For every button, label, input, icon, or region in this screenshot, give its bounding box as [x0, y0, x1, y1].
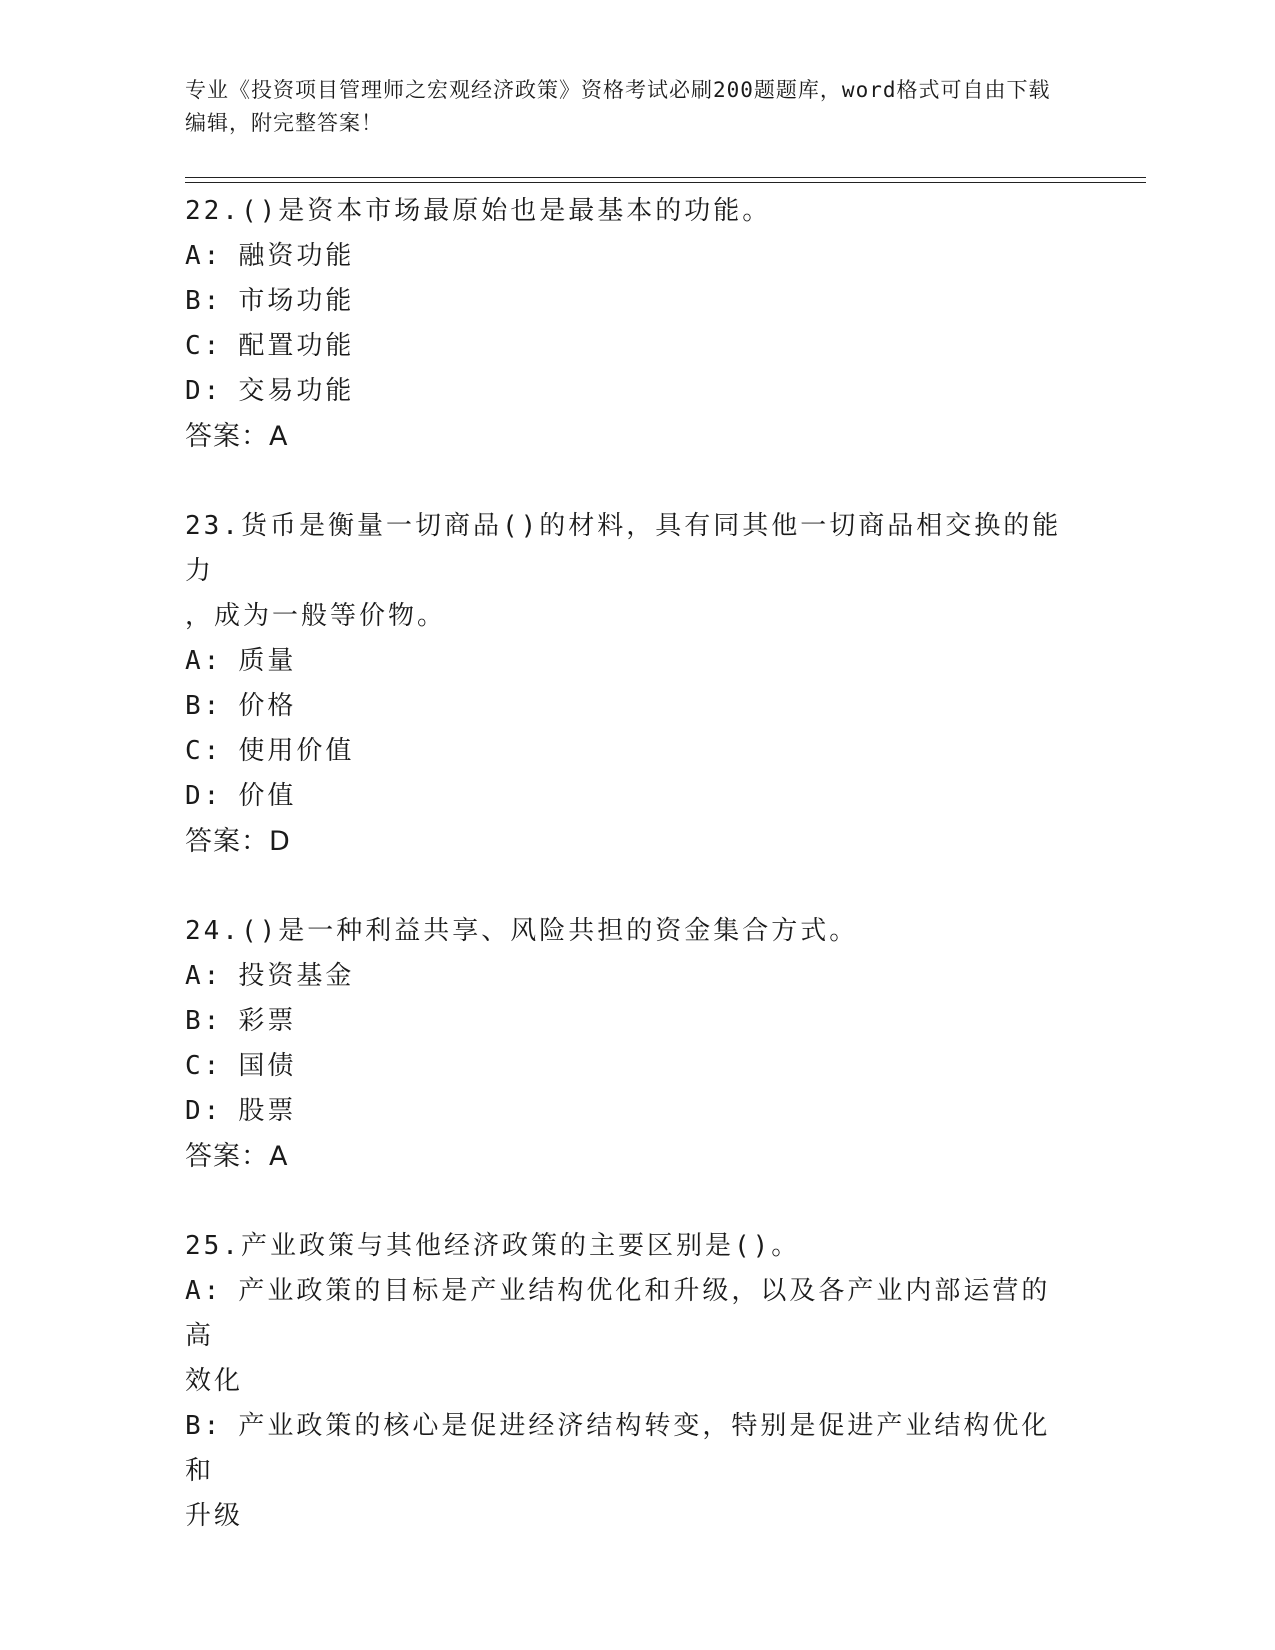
- question-block: [185, 909, 1075, 1179]
- document-header: 专业《投资项目管理师之宏观经济政策》资格考试必刷200题题库，word格式可自由下载编辑，附完整答案！: [185, 78, 1051, 135]
- option-text: 升级: [185, 1501, 244, 1531]
- question-option: [185, 279, 1075, 324]
- option-label: A:: [185, 646, 223, 676]
- answer-line: 答案：D: [185, 826, 291, 857]
- question-option: [185, 639, 1075, 684]
- option-text: 融资功能: [238, 241, 355, 271]
- option-text: 市场功能: [238, 286, 355, 316]
- question-option: [185, 999, 1075, 1044]
- question-block: [185, 504, 1075, 864]
- option-label: C:: [185, 1051, 223, 1081]
- option-label: D:: [185, 376, 223, 406]
- option-text: 价值: [238, 781, 297, 811]
- header-divider-bottom: [185, 182, 1146, 183]
- question-option: [185, 954, 1075, 999]
- question-option: [185, 1089, 1075, 1134]
- option-text: 使用价值: [238, 736, 355, 766]
- question-stem: 24.()是一种利益共享、风险共担的资金集合方式。: [185, 916, 859, 946]
- header-divider-top: [185, 177, 1146, 178]
- question-option: [185, 234, 1075, 279]
- option-text: 配置功能: [238, 331, 355, 361]
- option-label: B:: [185, 1411, 223, 1441]
- option-text: 产业政策的目标是产业结构优化和升级，以及各产业内部运营的高: [185, 1276, 1051, 1351]
- answer-line: 答案：A: [185, 421, 289, 452]
- option-label: A:: [185, 961, 223, 991]
- option-text: 投资基金: [238, 961, 355, 991]
- option-label: C:: [185, 331, 223, 361]
- question-block: [185, 189, 1075, 459]
- option-text: 彩票: [238, 1006, 297, 1036]
- option-label: A:: [185, 241, 223, 271]
- question-list: [185, 189, 1075, 1584]
- option-label: B:: [185, 286, 223, 316]
- option-label: B:: [185, 691, 223, 721]
- question-option: [185, 774, 1075, 819]
- option-text: 国债: [238, 1051, 297, 1081]
- question-stem: 25.产业政策与其他经济政策的主要区别是()。: [185, 1231, 801, 1261]
- question-option: [185, 1044, 1075, 1089]
- question-stem: 23.货币是衡量一切商品()的材料，具有同其他一切商品相交换的能力: [185, 511, 1062, 586]
- question-option: [185, 729, 1075, 774]
- option-label: D:: [185, 781, 223, 811]
- question-option: [185, 1269, 1075, 1359]
- option-text: 质量: [238, 646, 297, 676]
- question-option: [185, 1359, 1075, 1404]
- question-stem: ，成为一般等价物。: [185, 601, 447, 631]
- option-label: C:: [185, 736, 223, 766]
- question-block: [185, 1224, 1075, 1539]
- question-option: [185, 1404, 1075, 1494]
- question-stem: 22.()是资本市场最原始也是最基本的功能。: [185, 196, 772, 226]
- option-label: B:: [185, 1006, 223, 1036]
- option-text: 交易功能: [238, 376, 355, 406]
- option-text: 股票: [238, 1096, 297, 1126]
- option-text: 价格: [238, 691, 297, 721]
- question-option: [185, 1494, 1075, 1539]
- question-option: [185, 684, 1075, 729]
- option-label: D:: [185, 1096, 223, 1126]
- option-label: A:: [185, 1276, 223, 1306]
- answer-line: 答案：A: [185, 1141, 289, 1172]
- option-text: 效化: [185, 1366, 244, 1396]
- option-text: 产业政策的核心是促进经济结构转变，特别是促进产业结构优化和: [185, 1411, 1051, 1486]
- question-option: [185, 369, 1075, 414]
- question-option: [185, 324, 1075, 369]
